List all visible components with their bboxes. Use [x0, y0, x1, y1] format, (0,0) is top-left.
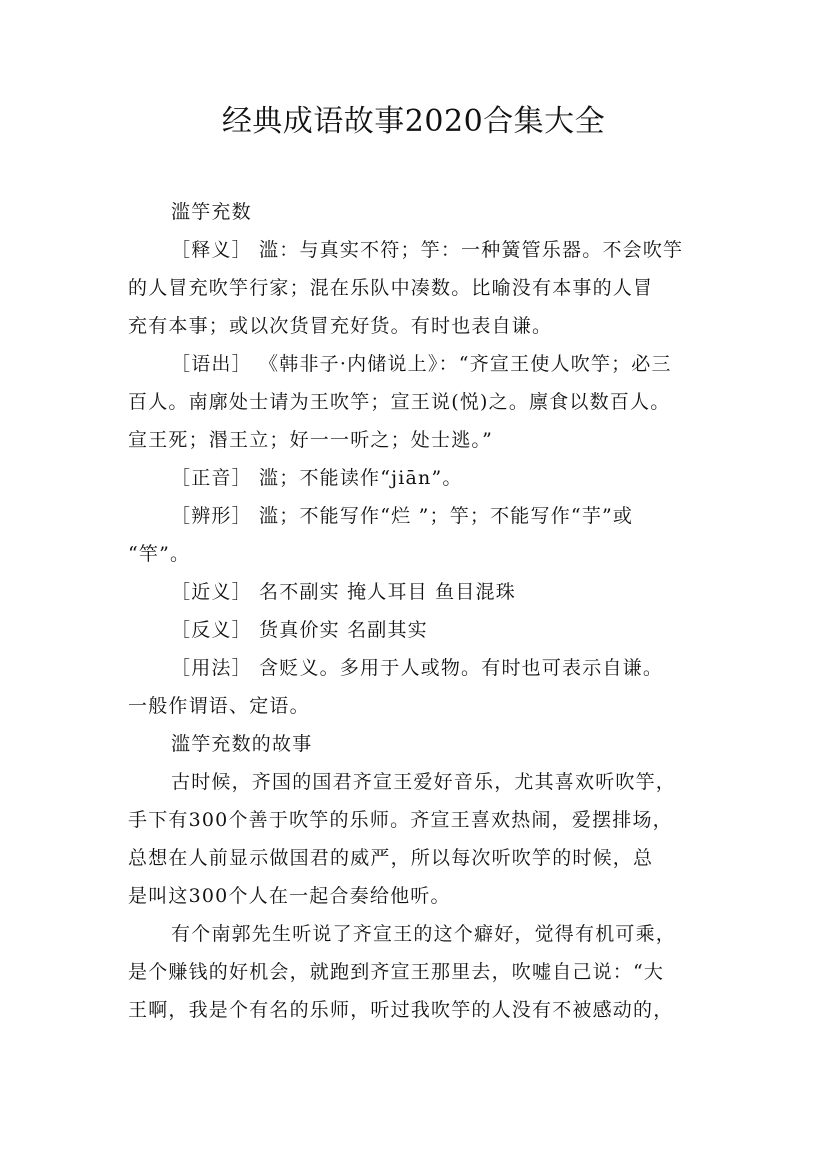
text-line: 的人冒充吹竽行家；混在乐队中凑数。比喻没有本事的人冒 [128, 277, 654, 299]
text-line: 是叫这300个人在一起合奏给他听。 [128, 885, 451, 907]
text-line: 充有本事；或以次货冒充好货。有时也表自谦。 [128, 315, 553, 337]
text-line: 滥竽充数 [171, 201, 252, 223]
text-line: ［用法］ 含贬义。多用于人或物。有时也可表示自谦。 [171, 657, 664, 679]
text-line: ［辨形］ 滥；不能写作“烂 ”；竽；不能写作“芋”或 [171, 505, 634, 527]
text-line: ［语出］ 《韩非子·内储说上》：“齐宣王使人吹竽；必三 [171, 353, 672, 375]
text-line: ［正音］ 滥；不能读作“jiān”。 [171, 467, 463, 489]
text-line: ［近义］ 名不副实 掩人耳目 鱼目混珠 [171, 581, 516, 603]
document-body [128, 193, 708, 1029]
text-line: 百人。南廓处士请为王吹竽；宣王说(悦)之。廪食以数百人。 [128, 391, 671, 413]
text-line: 一般作谓语、定语。 [128, 695, 310, 717]
text-line: 有个南郭先生听说了齐宣王的这个癖好，觉得有机可乘， [171, 923, 677, 945]
text-line: 手下有300个善于吹竽的乐师。齐宣王喜欢热闹，爱摆排场， [128, 809, 673, 831]
document-title: 经典成语故事2020合集大全 [221, 104, 606, 139]
text-line: “竿”。 [128, 543, 191, 565]
text-line: 王啊，我是个有名的乐师，听过我吹竽的人没有不被感动的， [128, 999, 674, 1021]
text-line: 是个赚钱的好机会，就跑到齐宣王那里去，吹嘘自己说：“大 [128, 961, 665, 983]
text-line: 总想在人前显示做国君的威严，所以每次听吹竽的时候，总 [128, 847, 654, 869]
text-line: 古时候，齐国的国君齐宣王爱好音乐，尤其喜欢听吹竽， [171, 771, 677, 793]
text-line: ［释义］ 滥：与真实不符；竽：一种簧管乐器。不会吹竽 [171, 239, 684, 261]
text-line: ［反义］ 货真价实 名副其实 [171, 619, 428, 641]
text-line: 宣王死；湣王立；好一一听之；处士逃。” [128, 429, 494, 451]
text-line: 滥竽充数的故事 [171, 733, 313, 755]
